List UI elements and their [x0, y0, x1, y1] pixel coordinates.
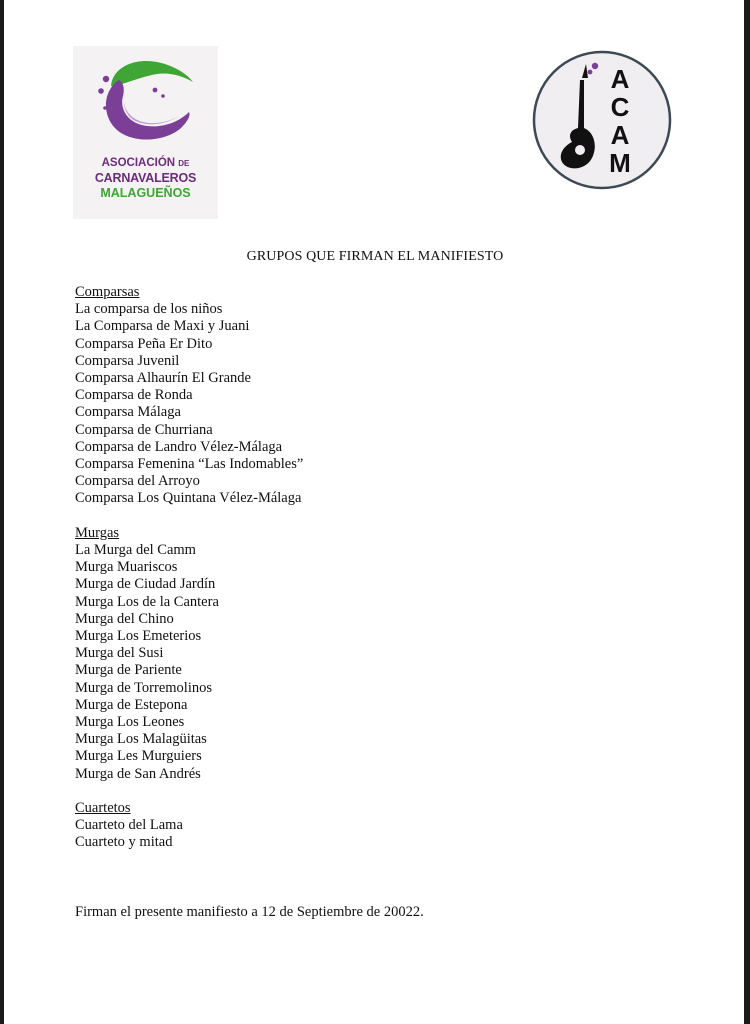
logo-left-line1: ASOCIACIÓN DE — [101, 157, 190, 169]
list-item: Comparsa de Ronda — [75, 387, 193, 404]
list-item: Murga Los Emeterios — [75, 628, 202, 645]
list-item: Comparsa Los Quintana Vélez-Málaga — [75, 490, 302, 507]
footer-text: Firman el presente manifiesto a 12 de Septiembre de 20022. — [75, 904, 424, 920]
list-item: Comparsa Alhaurín El Grande — [75, 370, 251, 387]
group-list — [75, 284, 303, 852]
list-item: Comparsa de Churriana — [75, 421, 213, 438]
acam-logo — [532, 50, 672, 190]
list-item: Murga Les Murguiers — [75, 748, 202, 765]
section-spacer — [75, 783, 303, 800]
list-item: Comparsa Peña Er Dito — [75, 335, 213, 352]
acam-letter-a1: A — [610, 64, 630, 94]
list-item: La Murga del Camm — [75, 542, 196, 559]
list-item: Comparsa del Arroyo — [75, 473, 200, 490]
list-item: Murga Los Malagüitas — [75, 731, 207, 748]
list-item: Comparsa Juvenil — [75, 352, 180, 369]
list-item: Cuarteto del Lama — [75, 817, 183, 834]
list-item: Murga de San Andrés — [75, 765, 201, 782]
acam-letter-a2: A — [610, 120, 630, 150]
section-heading: Cuartetos — [75, 800, 131, 817]
list-item: Murga Los Leones — [75, 714, 185, 731]
asociacion-carnavaleros-logo — [73, 46, 218, 219]
list-item: Cuarteto y mitad — [75, 834, 173, 851]
list-item: Murga de Torremolinos — [75, 679, 212, 696]
list-item: Comparsa Femenina “Las Indomables” — [75, 456, 304, 473]
list-item: La Comparsa de Maxi y Juani — [75, 318, 250, 335]
logo-left-line2: CARNAVALEROS — [94, 171, 197, 185]
logo-left-line3: MALAGUEÑOS — [100, 186, 191, 200]
carnival-swirl-icon — [73, 46, 218, 156]
acam-letter-c: C — [610, 92, 630, 122]
section-spacer — [75, 508, 303, 525]
list-item: Murga del Susi — [75, 645, 164, 662]
section-heading: Comparsas — [75, 284, 140, 300]
acam-letter-m: M — [609, 148, 631, 178]
list-item: Murga Los de la Cantera — [75, 593, 219, 610]
list-item: Murga del Chino — [75, 610, 174, 627]
list-item: Comparsa Málaga — [75, 404, 181, 421]
document-title: GRUPOS QUE FIRMAN EL MANIFIESTO — [246, 249, 504, 264]
list-item: Murga de Estepona — [75, 696, 188, 713]
section-heading: Murgas — [75, 524, 120, 541]
list-item: Comparsa de Landro Vélez-Málaga — [75, 438, 283, 455]
list-item: Murga de Ciudad Jardín — [75, 576, 216, 593]
list-item: La comparsa de los niños — [75, 301, 223, 318]
list-item: Murga Muariscos — [75, 559, 178, 576]
acam-emblem-icon — [532, 50, 672, 190]
list-item: Murga de Pariente — [75, 662, 182, 679]
